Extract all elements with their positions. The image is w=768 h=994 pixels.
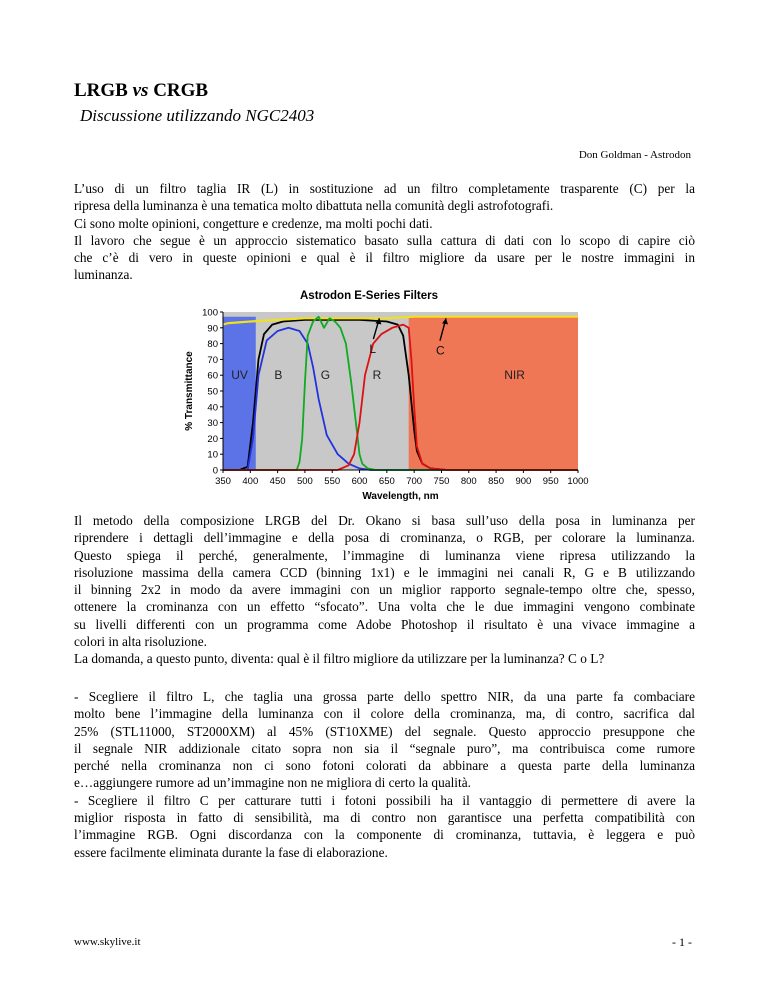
x-tick-label: 800 <box>460 476 477 487</box>
filter-transmittance-chart <box>178 304 598 504</box>
text-line: essere facilmente eliminata durante la fase di elaborazione. <box>74 844 388 860</box>
x-tick-label: 900 <box>515 476 532 487</box>
annotation-label-c: C <box>436 343 445 358</box>
document-subtitle: Discussione utilizzando NGC2403 <box>80 106 315 125</box>
text-line: riprendere i dettagli dell’immagine e della posa di crominanza, o RGB, per colorare la luminanza. <box>74 530 695 546</box>
text-line: miglior risposta in fatto di sensibilità, ma di contro non garantisce una perfetta compatibilità con <box>74 810 695 826</box>
text-line: La domanda, a questo punto, diventa: qual è il filtro migliore da utilizzare per la luminanza? C o L? <box>74 651 605 667</box>
x-tick-label: 550 <box>324 476 341 487</box>
x-tick-label: 350 <box>215 476 231 487</box>
y-tick-label: 0 <box>212 465 218 477</box>
text-line: perché nella crominanza non ci sono fotoni colorati da abbinare a questa parte della luminanza <box>74 758 695 774</box>
text-line: 25% (STL11000, ST2000XM) al 45% (ST10XME) del segnale. Questo approccio presuppone che <box>74 723 695 739</box>
page-number: - 1 - <box>672 935 692 949</box>
document-title <box>74 80 208 102</box>
x-tick-label: 400 <box>242 476 259 487</box>
annotation-label-l: L <box>369 342 377 357</box>
x-tick-label: 750 <box>433 476 450 487</box>
y-tick-label: 90 <box>207 323 218 335</box>
text-line: luminanza. <box>74 267 133 283</box>
footer-site: www.skylive.it <box>74 936 141 948</box>
text-line: Il lavoro che segue è un approccio sistematico basato sulla cattura di dati con lo scopo di capire ciò <box>74 232 695 248</box>
title-vs: vs <box>132 80 149 101</box>
y-tick-label: 70 <box>207 354 218 366</box>
x-tick-label: 650 <box>378 476 395 487</box>
x-tick-label: 850 <box>488 476 505 487</box>
text-line: ripresa della luminanza è una tematica molto dibattuta nella comunità degli astrofotografi. <box>74 198 554 214</box>
y-tick-label: 100 <box>202 307 218 319</box>
text-line: il binning 2x2 in modo da avere immagini con un miglior rapporto segnale-tempo oltre che, spesso, <box>74 582 695 598</box>
text-line: l’immagine RGB. Ogni discordanza con la componente di crominanza, tuttavia, è leggera e può <box>74 827 695 843</box>
title-part-a: LRGB <box>74 80 133 101</box>
text-line: - Scegliere il filtro L, che taglia una grossa parte dello spettro NIR, da una parte fa combaciare <box>74 689 695 704</box>
y-tick-label: 30 <box>207 418 218 430</box>
y-tick-label: 40 <box>207 402 218 414</box>
x-tick-label: 600 <box>351 476 368 487</box>
method-paragraph <box>74 512 695 668</box>
chart-title: Astrodon E-Series Filters <box>300 290 439 302</box>
text-line: Questo spiega il perché, generalmente, l’immagine di luminanza viene ripresa utilizzando la <box>74 547 695 563</box>
text-line: ottenere la crominanza con un effetto “sfocato”. Una volta che le due immagini vengono combinate <box>74 599 695 615</box>
text-line: Il metodo della composizione LRGB del Dr. Okano si basa sull’uso della posa in luminanza per <box>74 513 695 528</box>
text-line: colori in alta risoluzione. <box>74 634 207 650</box>
region-nir <box>409 317 578 470</box>
x-axis-label: Wavelength, nm <box>362 491 439 502</box>
x-tick-label: 950 <box>542 476 559 487</box>
text-line: risoluzione massima della camera CCD (binning 1x1) e le immagini nei canali R, G e B utilizzando <box>74 564 695 580</box>
x-tick-label: 700 <box>406 476 423 487</box>
text-line: e…aggiungere rumore ad un’immagine non ne migliora di certo la qualità. <box>74 775 471 791</box>
region-label-r: R <box>372 368 382 383</box>
y-axis-label: % Transmittance <box>184 351 195 431</box>
text-line: Ci sono molte opinioni, congetture e credenze, ma molti pochi dati. <box>74 215 433 231</box>
text-line: che c’è di vero in queste opinioni e qual è il filtro migliore da usare per le nostre immagini in <box>74 250 695 266</box>
x-tick-label: 1000 <box>567 476 589 487</box>
text-line: - Scegliere il filtro C per catturare tutti i fotoni possibili ha il vantaggio di permettere di avere la <box>74 792 695 808</box>
intro-paragraph <box>74 180 695 284</box>
title-part-b: CRGB <box>148 80 209 101</box>
y-tick-label: 10 <box>207 449 218 461</box>
author-line: Don Goldman - Astrodon <box>578 149 691 161</box>
text-line: molto bene l’immagine della luminanza con il colore della crominanza, ma, di contro, sacrifica dal <box>74 706 695 722</box>
text-line: su livelli differenti con un programma come Adobe Photoshop il risultato è una vivace immagine a <box>74 616 695 632</box>
x-tick-label: 500 <box>296 476 313 487</box>
region-label-uv: UV <box>231 368 248 383</box>
options-paragraph <box>74 688 695 861</box>
region-label-nir: NIR <box>504 368 525 383</box>
y-tick-label: 50 <box>207 386 218 398</box>
y-tick-label: 20 <box>207 433 218 445</box>
x-tick-label: 450 <box>269 476 286 487</box>
region-label-b: B <box>274 368 283 383</box>
y-tick-label: 60 <box>207 370 218 382</box>
region-label-g: G <box>320 368 331 383</box>
y-tick-label: 80 <box>207 339 218 351</box>
text-line: il segnale NIR addizionale citato sopra non sia il “segnale puro”, ma contribuisca come rumore <box>74 740 695 756</box>
text-line: L’uso di un filtro taglia IR (L) in sostituzione ad un filtro completamente trasparente (C) per la <box>74 181 695 196</box>
